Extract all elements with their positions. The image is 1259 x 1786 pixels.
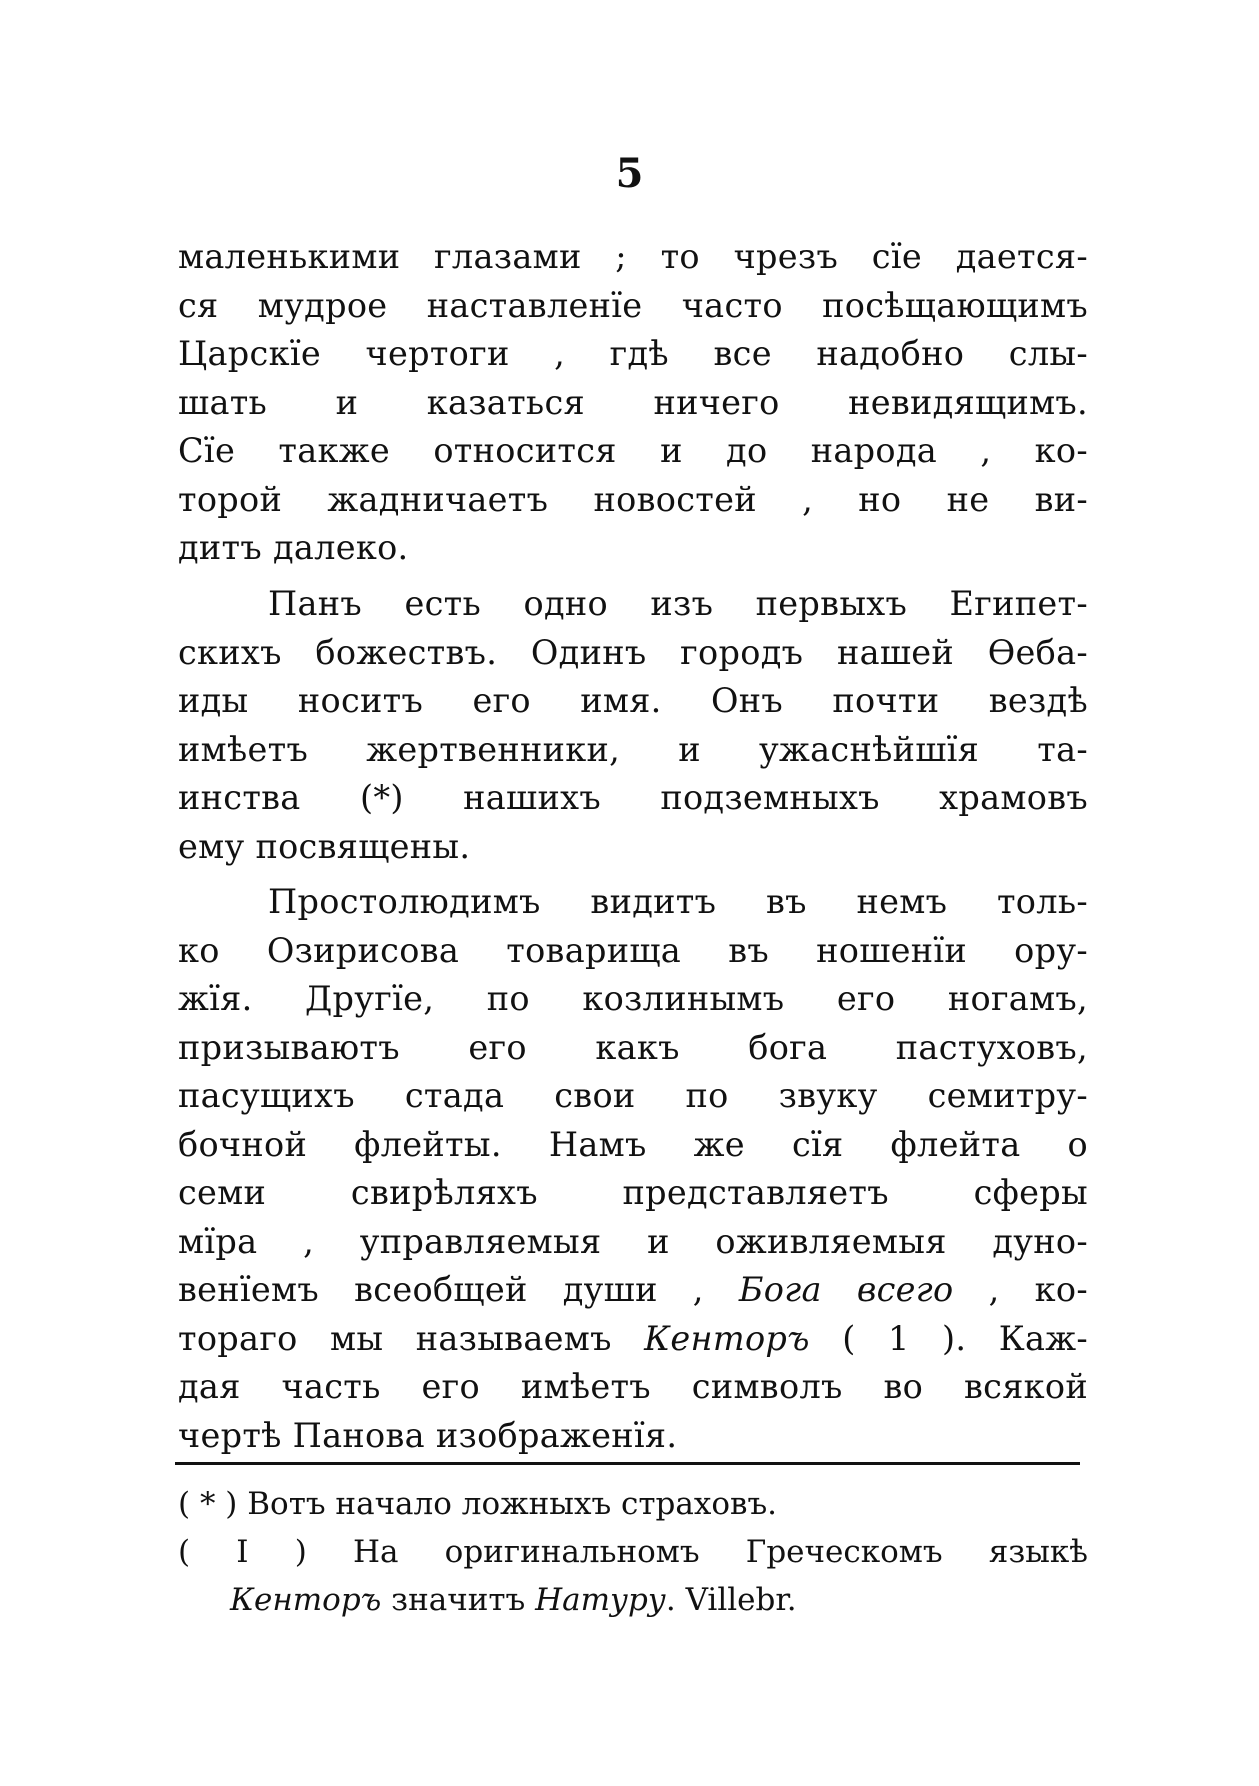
text-line: маленькими глазами ; то чрезъ сїе дается- bbox=[178, 237, 1088, 276]
text-line: Сїе также относится и до народа , ко- bbox=[178, 431, 1088, 470]
footnote-1: ( * ) Вотъ начало ложныхъ страховъ. bbox=[178, 1486, 778, 1522]
text-fragment: ( 1 ). Каж- bbox=[842, 1318, 1088, 1358]
footnote-divider bbox=[175, 1462, 1080, 1465]
text-line bbox=[178, 1266, 1088, 1315]
footnote-2-continuation bbox=[178, 1576, 1088, 1624]
italic-word: Кенторъ bbox=[230, 1582, 382, 1618]
text-line: имѣетъ жертвенники, и ужаснѣйшїя та- bbox=[178, 729, 1088, 769]
footnote-2: ( I ) На оригинальномъ Греческомъ языкѣ bbox=[178, 1534, 1088, 1570]
text-line: дитъ далеко. bbox=[178, 528, 409, 567]
text-line: жїя. Другїе, по козлинымъ его ногамъ, bbox=[178, 979, 1088, 1018]
text-line: шать и казаться ничего невидящимъ. bbox=[178, 382, 1088, 422]
text-line bbox=[178, 1315, 1088, 1364]
text-line: чертѣ Панова изображенїя. bbox=[178, 1415, 678, 1455]
footnotes bbox=[178, 1480, 1088, 1624]
text-line: дая часть его имѣетъ символъ во всякой bbox=[178, 1367, 1088, 1406]
text-line: семи свирѣляхъ представляетъ сферы bbox=[178, 1173, 1088, 1212]
text-line: иды носитъ его имя. Онъ почти вездѣ bbox=[178, 681, 1088, 720]
italic-phrase: Бога всего bbox=[738, 1270, 954, 1309]
text-line: Царскїе чертоги , гдѣ все надобно слы- bbox=[178, 334, 1088, 373]
text-line: инства (*) нашихъ подземныхъ храмовъ bbox=[178, 778, 1088, 817]
text-line: Панъ есть одно изъ первыхъ Египет- bbox=[268, 584, 1088, 623]
text-line: ся мудрое наставленїе часто посѣщающимъ bbox=[178, 285, 1088, 325]
text-line: скихъ божествъ. Одинъ городъ нашей Ѳеба- bbox=[178, 632, 1088, 672]
text-line: призываютъ его какъ бога пастуховъ, bbox=[178, 1027, 1088, 1067]
text-line: ему посвящены. bbox=[178, 826, 471, 866]
paragraph-3 bbox=[178, 878, 1088, 1460]
text-fragment: значитъ bbox=[381, 1582, 536, 1618]
text-fragment: венїемъ всеобщей души , bbox=[178, 1270, 739, 1309]
italic-word: Кенторъ bbox=[644, 1318, 810, 1358]
text-line: бочной флейты. Намъ же сїя флейта о bbox=[178, 1124, 1088, 1164]
text-line: Простолюдимъ видитъ въ немъ толь- bbox=[268, 882, 1088, 921]
paragraph-2 bbox=[178, 580, 1088, 871]
italic-word: Натуру bbox=[535, 1582, 666, 1618]
text-line: ко Озирисова товарища въ ношенїи ору- bbox=[178, 930, 1088, 970]
text-line: пасущихъ стада свои по звуку семитру- bbox=[178, 1076, 1088, 1115]
text-fragment: , ко- bbox=[988, 1270, 1088, 1309]
text-line: мїра , управляемыя и оживляемыя дуно- bbox=[178, 1221, 1088, 1261]
page-number: 5 bbox=[615, 150, 644, 197]
text-line: торой жадничаетъ новостей , но не ви- bbox=[178, 479, 1088, 519]
text-fragment: . Villebr. bbox=[665, 1582, 797, 1618]
paragraph-1 bbox=[178, 233, 1088, 573]
text-fragment: торaго мы называемъ bbox=[178, 1318, 645, 1358]
